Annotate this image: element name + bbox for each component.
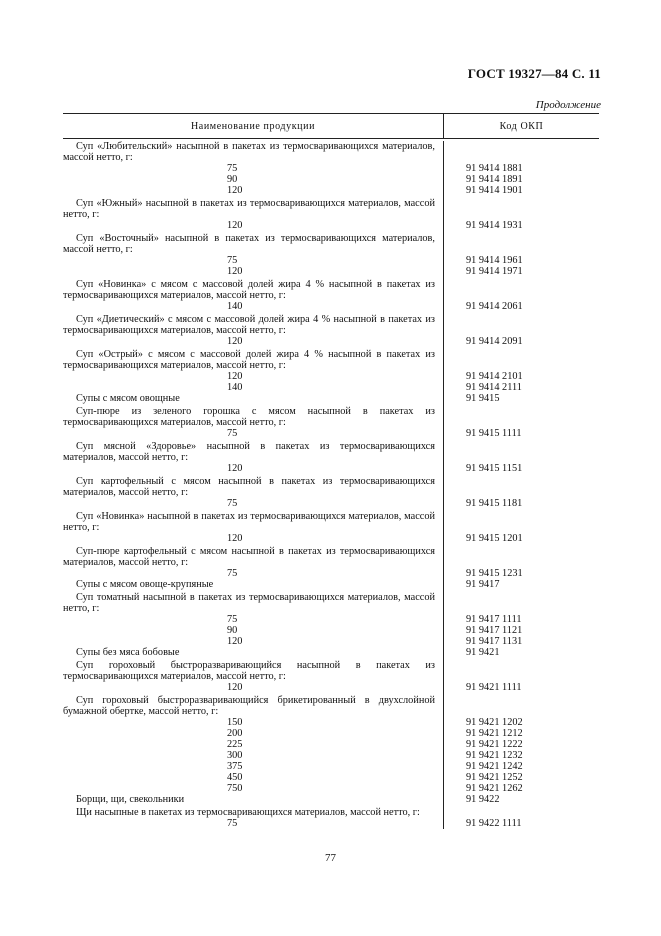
product-name-cell: 120 bbox=[227, 266, 243, 277]
product-name-cell: 375 bbox=[227, 761, 243, 772]
product-name-cell: 75 bbox=[227, 818, 238, 829]
product-name-cell: Борщи, щи, свекольники bbox=[76, 794, 185, 805]
okp-code-cell: 91 9414 1931 bbox=[466, 220, 523, 231]
table-row bbox=[63, 750, 599, 761]
product-name-cell: 200 bbox=[227, 728, 243, 739]
okp-code-cell: 91 9414 1901 bbox=[466, 185, 523, 196]
table-row bbox=[63, 279, 599, 301]
product-name-cell: Суп-пюре картофельный с мясом насыпной в пакетах из термосваривающихся материалов, массой нетто, г: bbox=[63, 546, 435, 568]
table-row bbox=[63, 266, 599, 277]
okp-code-cell: 91 9421 1222 bbox=[466, 739, 523, 750]
okp-code-cell bbox=[443, 441, 599, 463]
table-row bbox=[63, 371, 599, 382]
okp-code-cell bbox=[443, 314, 599, 336]
table-row bbox=[63, 349, 599, 371]
okp-code-cell bbox=[443, 592, 599, 614]
product-name-cell: 140 bbox=[227, 382, 243, 393]
table-row bbox=[63, 818, 599, 829]
okp-code-cell: 91 9421 1212 bbox=[466, 728, 523, 739]
table-row bbox=[63, 568, 599, 579]
table-row bbox=[63, 579, 599, 590]
product-name-cell: 75 bbox=[227, 428, 238, 439]
okp-code-cell bbox=[443, 476, 599, 498]
product-name-cell: Суп «Острый» с мясом с массовой долей жира 4 % насыпной в пакетах из термосваривающихся материалов, массой нетто, г: bbox=[63, 349, 435, 371]
table-row bbox=[63, 660, 599, 682]
table-row bbox=[63, 772, 599, 783]
okp-code-cell: 91 9421 1242 bbox=[466, 761, 523, 772]
table-header-row bbox=[63, 114, 599, 139]
table-row bbox=[63, 463, 599, 474]
table-row bbox=[63, 498, 599, 509]
okp-code-cell: 91 9422 1111 bbox=[466, 818, 522, 829]
okp-code-cell: 91 9414 2061 bbox=[466, 301, 523, 312]
table-row bbox=[63, 141, 599, 163]
okp-code-cell: 91 9421 1262 bbox=[466, 783, 523, 794]
table-row bbox=[63, 314, 599, 336]
okp-code-cell: 91 9415 1111 bbox=[466, 428, 522, 439]
okp-code-cell: 91 9417 1131 bbox=[466, 636, 523, 647]
table-row bbox=[63, 255, 599, 266]
product-name-cell: 75 bbox=[227, 568, 238, 579]
product-name-cell: Суп гороховый быстроразваривающийся брикетированный в двухслойной бумажной обертке, массой нетто, г: bbox=[63, 695, 435, 717]
product-name-cell: Супы с мясом овощные bbox=[76, 393, 180, 404]
okp-code-cell: 91 9422 bbox=[466, 794, 500, 805]
table-row bbox=[63, 336, 599, 347]
okp-code-cell: 91 9415 1231 bbox=[466, 568, 523, 579]
table-row bbox=[63, 636, 599, 647]
product-name-cell: 75 bbox=[227, 163, 238, 174]
okp-code-cell: 91 9421 1111 bbox=[466, 682, 522, 693]
table-row bbox=[63, 198, 599, 220]
table-row bbox=[63, 647, 599, 658]
okp-code-cell: 91 9414 2091 bbox=[466, 336, 523, 347]
table-row bbox=[63, 511, 599, 533]
table-row bbox=[63, 428, 599, 439]
product-name-cell: Суп томатный насыпной в пакетах из термосваривающихся материалов, массой нетто, г: bbox=[63, 592, 435, 614]
product-name-cell: 120 bbox=[227, 636, 243, 647]
table-row bbox=[63, 382, 599, 393]
product-name-cell: 75 bbox=[227, 498, 238, 509]
okp-code-cell bbox=[443, 198, 599, 220]
okp-code-cell: 91 9421 1202 bbox=[466, 717, 523, 728]
product-name-cell: 300 bbox=[227, 750, 243, 761]
okp-code-cell bbox=[443, 233, 599, 255]
product-name-cell: 75 bbox=[227, 255, 238, 266]
table-body bbox=[63, 141, 599, 829]
product-name-cell: 90 bbox=[227, 625, 238, 636]
product-code-table bbox=[63, 113, 599, 829]
okp-code-cell: 91 9421 1252 bbox=[466, 772, 523, 783]
okp-code-cell: 91 9421 bbox=[466, 647, 500, 658]
okp-code-cell: 91 9414 1891 bbox=[466, 174, 523, 185]
okp-code-cell: 91 9415 1201 bbox=[466, 533, 523, 544]
table-row bbox=[63, 807, 599, 818]
table-row bbox=[63, 592, 599, 614]
product-name-cell: 750 bbox=[227, 783, 243, 794]
okp-code-cell: 91 9414 1971 bbox=[466, 266, 523, 277]
table-row bbox=[63, 739, 599, 750]
table-row bbox=[63, 301, 599, 312]
table-row bbox=[63, 625, 599, 636]
product-name-cell: Суп «Южный» насыпной в пакетах из термосваривающихся материалов, массой нетто, г: bbox=[63, 198, 435, 220]
table-row bbox=[63, 695, 599, 717]
product-name-cell: 120 bbox=[227, 682, 243, 693]
product-name-cell: Суп картофельный с мясом насыпной в пакетах из термосваривающихся материалов, массой нетто, г: bbox=[63, 476, 435, 498]
product-name-cell: Суп «Новинка» насыпной в пакетах из термосваривающихся материалов, массой нетто, г: bbox=[63, 511, 435, 533]
product-name-cell: 120 bbox=[227, 533, 243, 544]
product-name-cell: Суп «Восточный» насыпной в пакетах из термосваривающихся материалов, массой нетто, г: bbox=[63, 233, 435, 255]
product-name-cell: 120 bbox=[227, 185, 243, 196]
okp-code-cell bbox=[443, 660, 599, 682]
product-name-cell: 150 bbox=[227, 717, 243, 728]
column-header-okp-code: Код ОКП bbox=[499, 120, 544, 132]
okp-code-cell: 91 9415 bbox=[466, 393, 500, 404]
table-row bbox=[63, 614, 599, 625]
okp-code-cell bbox=[443, 141, 599, 163]
table-row bbox=[63, 185, 599, 196]
product-name-cell: 120 bbox=[227, 220, 243, 231]
okp-code-cell: 91 9417 1111 bbox=[466, 614, 522, 625]
okp-code-cell bbox=[443, 807, 599, 818]
table-row bbox=[63, 728, 599, 739]
product-name-cell: 120 bbox=[227, 463, 243, 474]
okp-code-cell bbox=[443, 546, 599, 568]
product-name-cell: Супы с мясом овоще-крупяные bbox=[76, 579, 214, 590]
product-name-cell: 75 bbox=[227, 614, 238, 625]
product-name-cell: 120 bbox=[227, 336, 243, 347]
table-row bbox=[63, 761, 599, 772]
product-name-cell: Супы без мяса бобовые bbox=[76, 647, 180, 658]
okp-code-cell bbox=[443, 349, 599, 371]
table-row bbox=[63, 174, 599, 185]
product-name-cell: 450 bbox=[227, 772, 243, 783]
table-row bbox=[63, 533, 599, 544]
table-row bbox=[63, 233, 599, 255]
product-name-cell: Суп-пюре из зеленого горошка с мясом насыпной в пакетах из термосваривающихся материалов, массой нетто, г: bbox=[63, 406, 435, 428]
product-name-cell: Суп «Любительский» насыпной в пакетах из термосваривающихся материалов, массой нетто, г: bbox=[63, 141, 435, 163]
okp-code-cell bbox=[443, 279, 599, 301]
table-row bbox=[63, 163, 599, 174]
table-row bbox=[63, 393, 599, 404]
table-row bbox=[63, 682, 599, 693]
column-divider bbox=[443, 141, 444, 829]
okp-code-cell: 91 9414 2111 bbox=[466, 382, 522, 393]
product-name-cell: 120 bbox=[227, 371, 243, 382]
okp-code-cell: 91 9417 bbox=[466, 579, 500, 590]
table-row bbox=[63, 783, 599, 794]
table-row bbox=[63, 476, 599, 498]
table-row bbox=[63, 441, 599, 463]
product-name-cell: Суп гороховый быстроразваривающийся насыпной в пакетах из термосваривающихся материалов, массой нетто, г: bbox=[63, 660, 435, 682]
product-name-cell: Суп «Новинка» с мясом с массовой долей жира 4 % насыпной в пакетах из термосваривающихся материалов, массой нетто, г: bbox=[63, 279, 435, 301]
continuation-label: Продолжение bbox=[535, 99, 601, 111]
okp-code-cell bbox=[443, 511, 599, 533]
okp-code-cell: 91 9415 1151 bbox=[466, 463, 523, 474]
table-row bbox=[63, 717, 599, 728]
okp-code-cell: 91 9414 1881 bbox=[466, 163, 523, 174]
product-name-cell: Суп «Диетический» с мясом с массовой долей жира 4 % насыпной в пакетах из термосваривающихся материалов, массой нетто, г: bbox=[63, 314, 435, 336]
column-header-product-name: Наименование продукции bbox=[63, 114, 444, 138]
product-name-cell: Суп мясной «Здоровье» насыпной в пакетах из термосваривающихся материалов, массой нетто, г: bbox=[63, 441, 435, 463]
table-row bbox=[63, 546, 599, 568]
table-row bbox=[63, 220, 599, 231]
okp-code-cell: 91 9417 1121 bbox=[466, 625, 523, 636]
product-name-cell: 90 bbox=[227, 174, 238, 185]
table-row bbox=[63, 406, 599, 428]
product-name-cell: 225 bbox=[227, 739, 243, 750]
okp-code-cell: 91 9421 1232 bbox=[466, 750, 523, 761]
product-name-cell: 140 bbox=[227, 301, 243, 312]
okp-code-cell: 91 9414 2101 bbox=[466, 371, 523, 382]
okp-code-cell: 91 9415 1181 bbox=[466, 498, 523, 509]
product-name-cell: Щи насыпные в пакетах из термосваривающихся материалов, массой нетто, г: bbox=[76, 807, 420, 818]
okp-code-cell bbox=[443, 695, 599, 717]
okp-code-cell bbox=[443, 406, 599, 428]
table-row bbox=[63, 794, 599, 805]
okp-code-cell: 91 9414 1961 bbox=[466, 255, 523, 266]
page-number: 77 bbox=[325, 852, 336, 864]
page-header: ГОСТ 19327—84 С. 11 bbox=[467, 66, 601, 81]
